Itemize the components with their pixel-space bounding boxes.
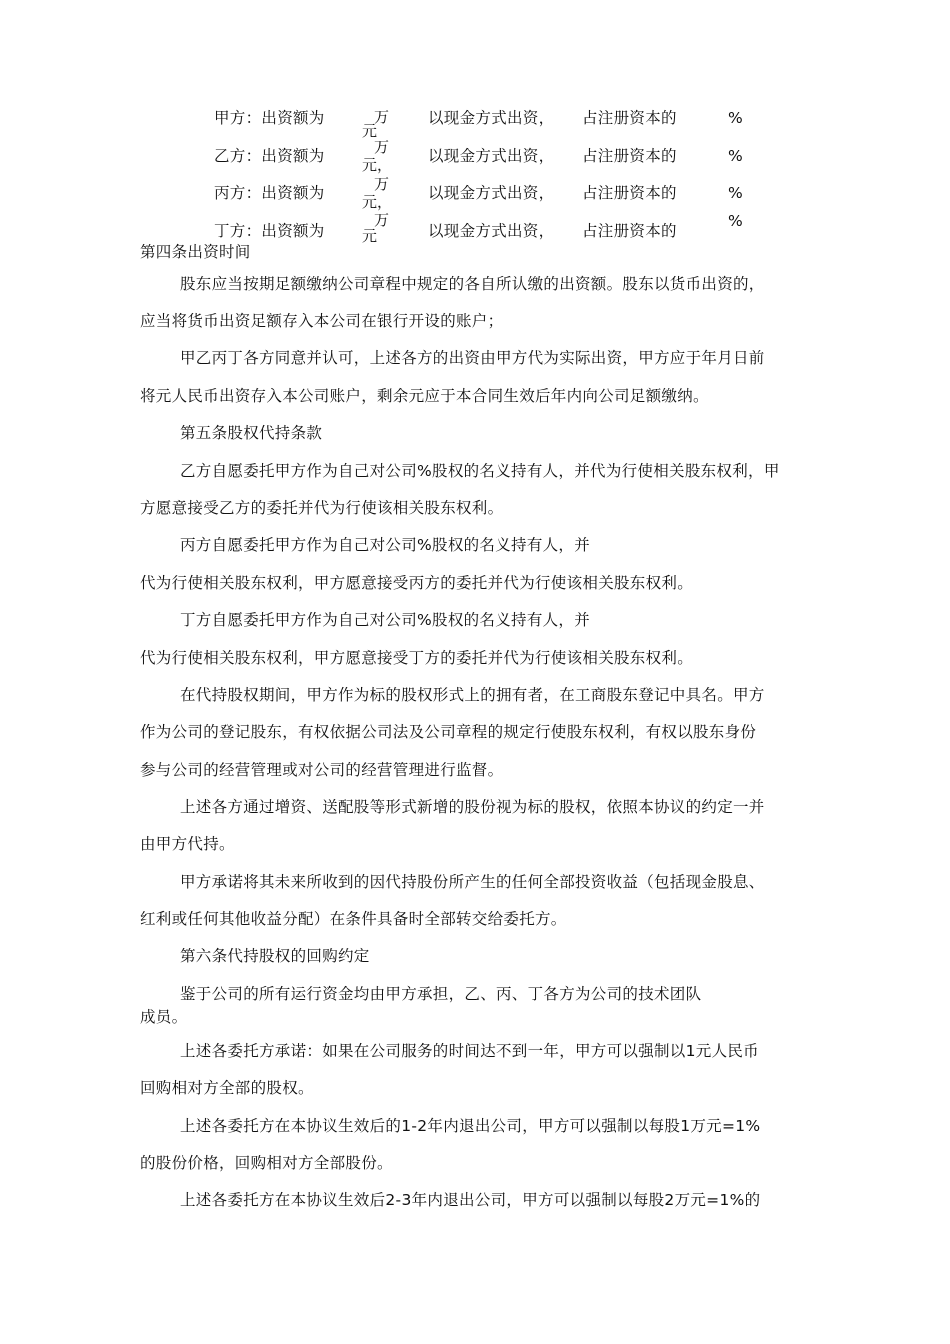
paragraph-line: 代为行使相关股东权利，甲方愿意接受丙方的委托并代为行使该相关股东权利。	[140, 574, 694, 592]
unit-label: 万	[374, 108, 390, 126]
paragraph-line: 丙方自愿委托甲方作为自己对公司%股权的名义持有人，并	[180, 536, 591, 554]
ratio-label: 占注册资本的	[582, 184, 677, 202]
paragraph-line: 的股份价格，回购相对方全部股份。	[140, 1154, 393, 1172]
paragraph-line: 方愿意接受乙方的委托并代为行使该相关股东权利。	[140, 499, 504, 517]
paragraph-line: 在代持股权期间，甲方作为标的股权形式上的拥有者，在工商股东登记中具名。甲方	[180, 686, 765, 704]
unit-label: 万	[374, 138, 390, 156]
payment-mode: 以现金方式出资，	[428, 184, 555, 202]
paragraph-line: 作为公司的登记股东，有权依据公司法及公司章程的规定行使股东权利，有权以股东身份	[140, 723, 757, 741]
payment-mode: 以现金方式出资，	[428, 109, 555, 127]
party-label: 乙方：出资额为	[214, 147, 325, 165]
party-label: 丙方：出资额为	[214, 184, 325, 202]
percent-sign: %	[728, 212, 744, 230]
paragraph-line: 参与公司的经营管理或对公司的经营管理进行监督。	[140, 761, 504, 779]
paragraph-line: 乙方自愿委托甲方作为自己对公司%股权的名义持有人，并代为行使相关股东权利，甲	[180, 462, 780, 480]
paragraph-line: 上述各委托方承诺：如果在公司服务的时间达不到一年，甲方可以强制以1元人民币	[180, 1042, 759, 1060]
paragraph-line: 回购相对方全部的股权。	[140, 1079, 314, 1097]
payment-mode: 以现金方式出资，	[428, 147, 555, 165]
paragraph-line: 甲乙丙丁各方同意并认可，上述各方的出资由甲方代为实际出资，甲方应于年月日前	[180, 349, 765, 367]
paragraph-line: 代为行使相关股东权利，甲方愿意接受丁方的委托并代为行使该相关股东权利。	[140, 649, 694, 667]
percent-sign: %	[728, 147, 744, 165]
payment-mode: 以现金方式出资，	[428, 222, 555, 240]
unit-label: 万	[374, 175, 390, 193]
section-heading: 第五条股权代持条款	[180, 424, 323, 442]
ratio-label: 占注册资本的	[582, 109, 677, 127]
paragraph-line: 应当将货币出资足额存入本公司在银行开设的账户；	[140, 312, 504, 330]
unit-label: 元，	[362, 193, 393, 211]
unit-label: 万	[374, 211, 390, 229]
paragraph-line: 上述各委托方在本协议生效后2-3年内退出公司，甲方可以强制以每股2万元=1%的	[180, 1191, 761, 1209]
paragraph-line: 鉴于公司的所有运行资金均由甲方承担，乙、丙、丁各方为公司的技术团队	[180, 985, 702, 1003]
section-heading: 第四条出资时间	[140, 243, 251, 261]
paragraph-line: 红利或任何其他收益分配）在条件具备时全部转交给委托方。	[140, 910, 567, 928]
unit-label: 元	[362, 122, 378, 140]
party-label: 丁方：出资额为	[214, 222, 325, 240]
paragraph-line: 丁方自愿委托甲方作为自己对公司%股权的名义持有人，并	[180, 611, 591, 629]
paragraph-line: 上述各委托方在本协议生效后的1-2年内退出公司，甲方可以强制以每股1万元=1%	[180, 1117, 761, 1135]
section-heading: 第六条代持股权的回购约定	[180, 947, 370, 965]
paragraph-line: 甲方承诺将其未来所收到的因代持股份所产生的任何全部投资收益（包括现金股息、	[180, 873, 765, 891]
percent-sign: %	[728, 109, 744, 127]
percent-sign: %	[728, 184, 744, 202]
party-label: 甲方：出资额为	[214, 109, 325, 127]
paragraph-line: 将元人民币出资存入本公司账户，剩余元应于本合同生效后年内向公司足额缴纳。	[140, 387, 709, 405]
unit-label: 元，	[362, 156, 393, 174]
ratio-label: 占注册资本的	[582, 222, 677, 240]
paragraph-line: 由甲方代持。	[140, 835, 235, 853]
paragraph-line: 股东应当按期足额缴纳公司章程中规定的各自所认缴的出资额。股东以货币出资的，	[180, 275, 765, 293]
paragraph-line: 上述各方通过增资、送配股等形式新增的股份视为标的股权，依照本协议的约定一并	[180, 798, 765, 816]
ratio-label: 占注册资本的	[582, 147, 677, 165]
unit-label: 元	[362, 227, 378, 245]
paragraph-line: 成员。	[140, 1008, 188, 1026]
